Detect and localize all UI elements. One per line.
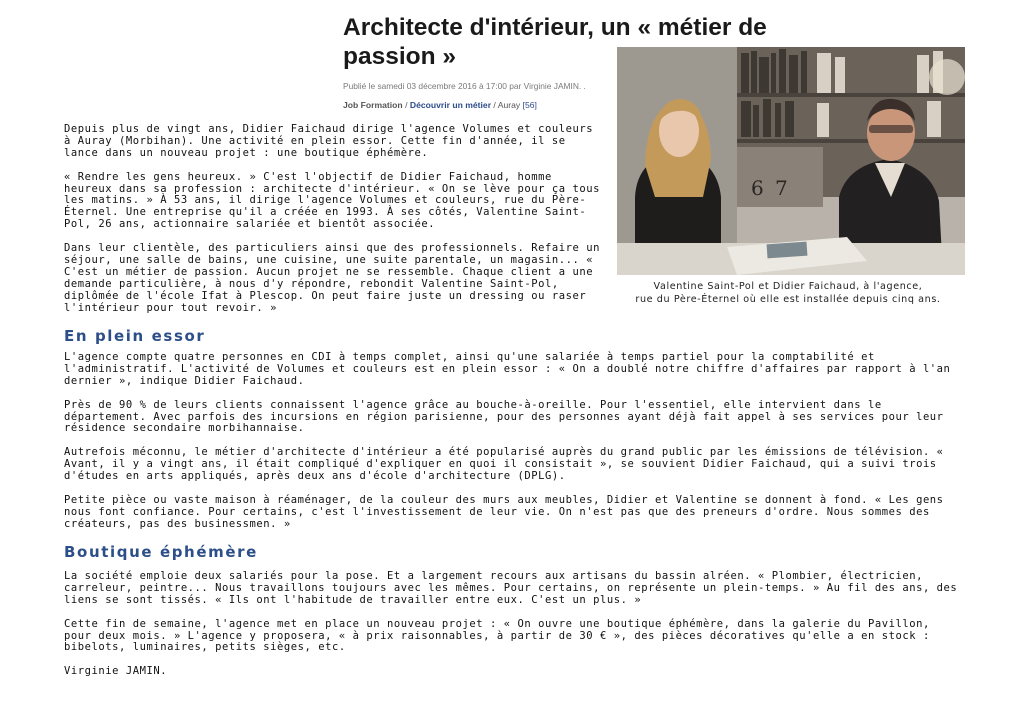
paragraph: L'agence compte quatre personnes en CDI à temps complet, ainsi qu'une salariée à temps partiel pour la comptabilité et l'administratif. L'activité de Volumes et couleurs est en plein essor : « On a doublé notre chiffre d'affaires par rapport à l'an dernier », indique Didier Faichaud. [64,351,951,387]
section-boutique-ephemere [64,571,964,690]
author-signature: Virginie JAMIN. [64,665,168,678]
breadcrumb-section-link[interactable]: Job Formation [343,100,403,110]
caption-line: rue du Père-Éternel où elle est installée depuis cinq ans. [635,294,941,305]
breadcrumb-separator: / [491,100,498,110]
paragraph: Autrefois méconnu, le métier d'architecte d'intérieur a été popularisé auprès du grand public par les émissions de télévision. « Avant, il y a vingt ans, il était compliqué d'expliquer en quoi il consistait », se souvient Didier Faichaud, qui a suivi trois d'études en arts appliqués, après deux ans d'école d'architecture (DPLG). [64,446,944,483]
paragraph: Depuis plus de vingt ans, Didier Faichaud dirige l'agence Volumes et couleurs à Auray (Morbihan). Une activité en plein essor. Cette fin d'année, il se lance dans un nouveau projet : une boutique éphémère. [64,123,594,159]
breadcrumb-place: Auray [497,100,521,110]
paragraph: Dans leur clientèle, des particuliers ainsi que des professionnels. Refaire un séjour, une salle de bains, une cuisine, une suite parentale, un magasin... « C'est un métier de passion. Aucun projet ne se ressemble. Chaque client a une demande particulière, à nous d'y répondre, rebondit Valentine Saint-Pol, diplômée de l'école Ifat à Plescop. On peut faire juste un dressing ou raser l'intérieur pour tout revoir. » [64,242,600,314]
article-intro [64,124,600,326]
article-photo [617,47,965,275]
paragraph: La société emploie deux salariés pour la pose. Et a largement recours aux artisans du bassin alréen. « Plombier, électricien, carreleur, peintre... Nous travaillons toujours avec les mêmes. Pour certains, on représente un plein-temps. » Au fil des ans, des liens se sont tissés. « Ils ont l'habitude de travailler entre eux. C'est un plus. » [64,570,958,606]
paragraph: « Rendre les gens heureux. » C'est l'objectif de Didier Faichaud, homme heureux dans sa profession : architecte d'intérieur. « On se lève pour ça tous les matins. » À 53 ans, il dirige l'agence Volumes et couleurs, rue du Père-Éternel. Une entreprise qu'il a créée en 1993. À ses côtés, Valentine Saint-Pol, 26 ans, actionnaire salariée et bientôt associée. [64,170,600,231]
paragraph: Près de 90 % de leurs clients connaissent l'agence grâce au bouche-à-oreille. Pour l'essentiel, elle intervient dans le département. Avec parfois des incursions en région parisienne, pour des personnes ayant déjà fait appel à ses services pour leur résidence secondaire morbihannaise. [64,398,944,435]
paragraph: Petite pièce ou vaste maison à réaménager, de la couleur des murs aux meubles, Didier et Valentine se donnent à fond. « Les gens nous font confiance. Pour certains, c'est l'investissement de leur vie. On n'est pas que des preneurs d'ordre. Nous sommes des créateurs, pas des businessmen. » [64,493,944,530]
paragraph: Cette fin de semaine, l'agence met en place un nouveau projet : « On ouvre une boutique éphémère, dans la galerie du Pavillon, pour deux mois. » L'agence y proposera, « à prix raisonnables, à partir de 30 € », des pièces décoratives qu'elle a en stock : bibelots, luminaires, petits sièges, etc. [64,617,930,654]
svg-text:6: 6 [751,176,764,200]
section-heading-en-plein-essor: En plein essor [64,327,206,345]
section-heading-boutique-ephemere: Boutique éphémère [64,543,258,561]
breadcrumb-separator: / [402,100,410,110]
breadcrumb-count: [56] [522,100,537,110]
photo-caption [604,280,972,306]
section-en-plein-essor [64,352,964,542]
article-title: Architecte d'intérieur, un « métier de passion » [343,14,767,70]
breadcrumb [343,100,618,110]
publication-info: Publié le samedi 03 décembre 2016 à 17:00 par Virginie JAMIN. . [343,81,586,91]
breadcrumb-subsection-link[interactable]: Découvrir un métier [409,100,492,110]
caption-line: Valentine Saint-Pol et Didier Faichaud, à l'agence, [653,281,923,292]
svg-text:7: 7 [775,176,788,200]
